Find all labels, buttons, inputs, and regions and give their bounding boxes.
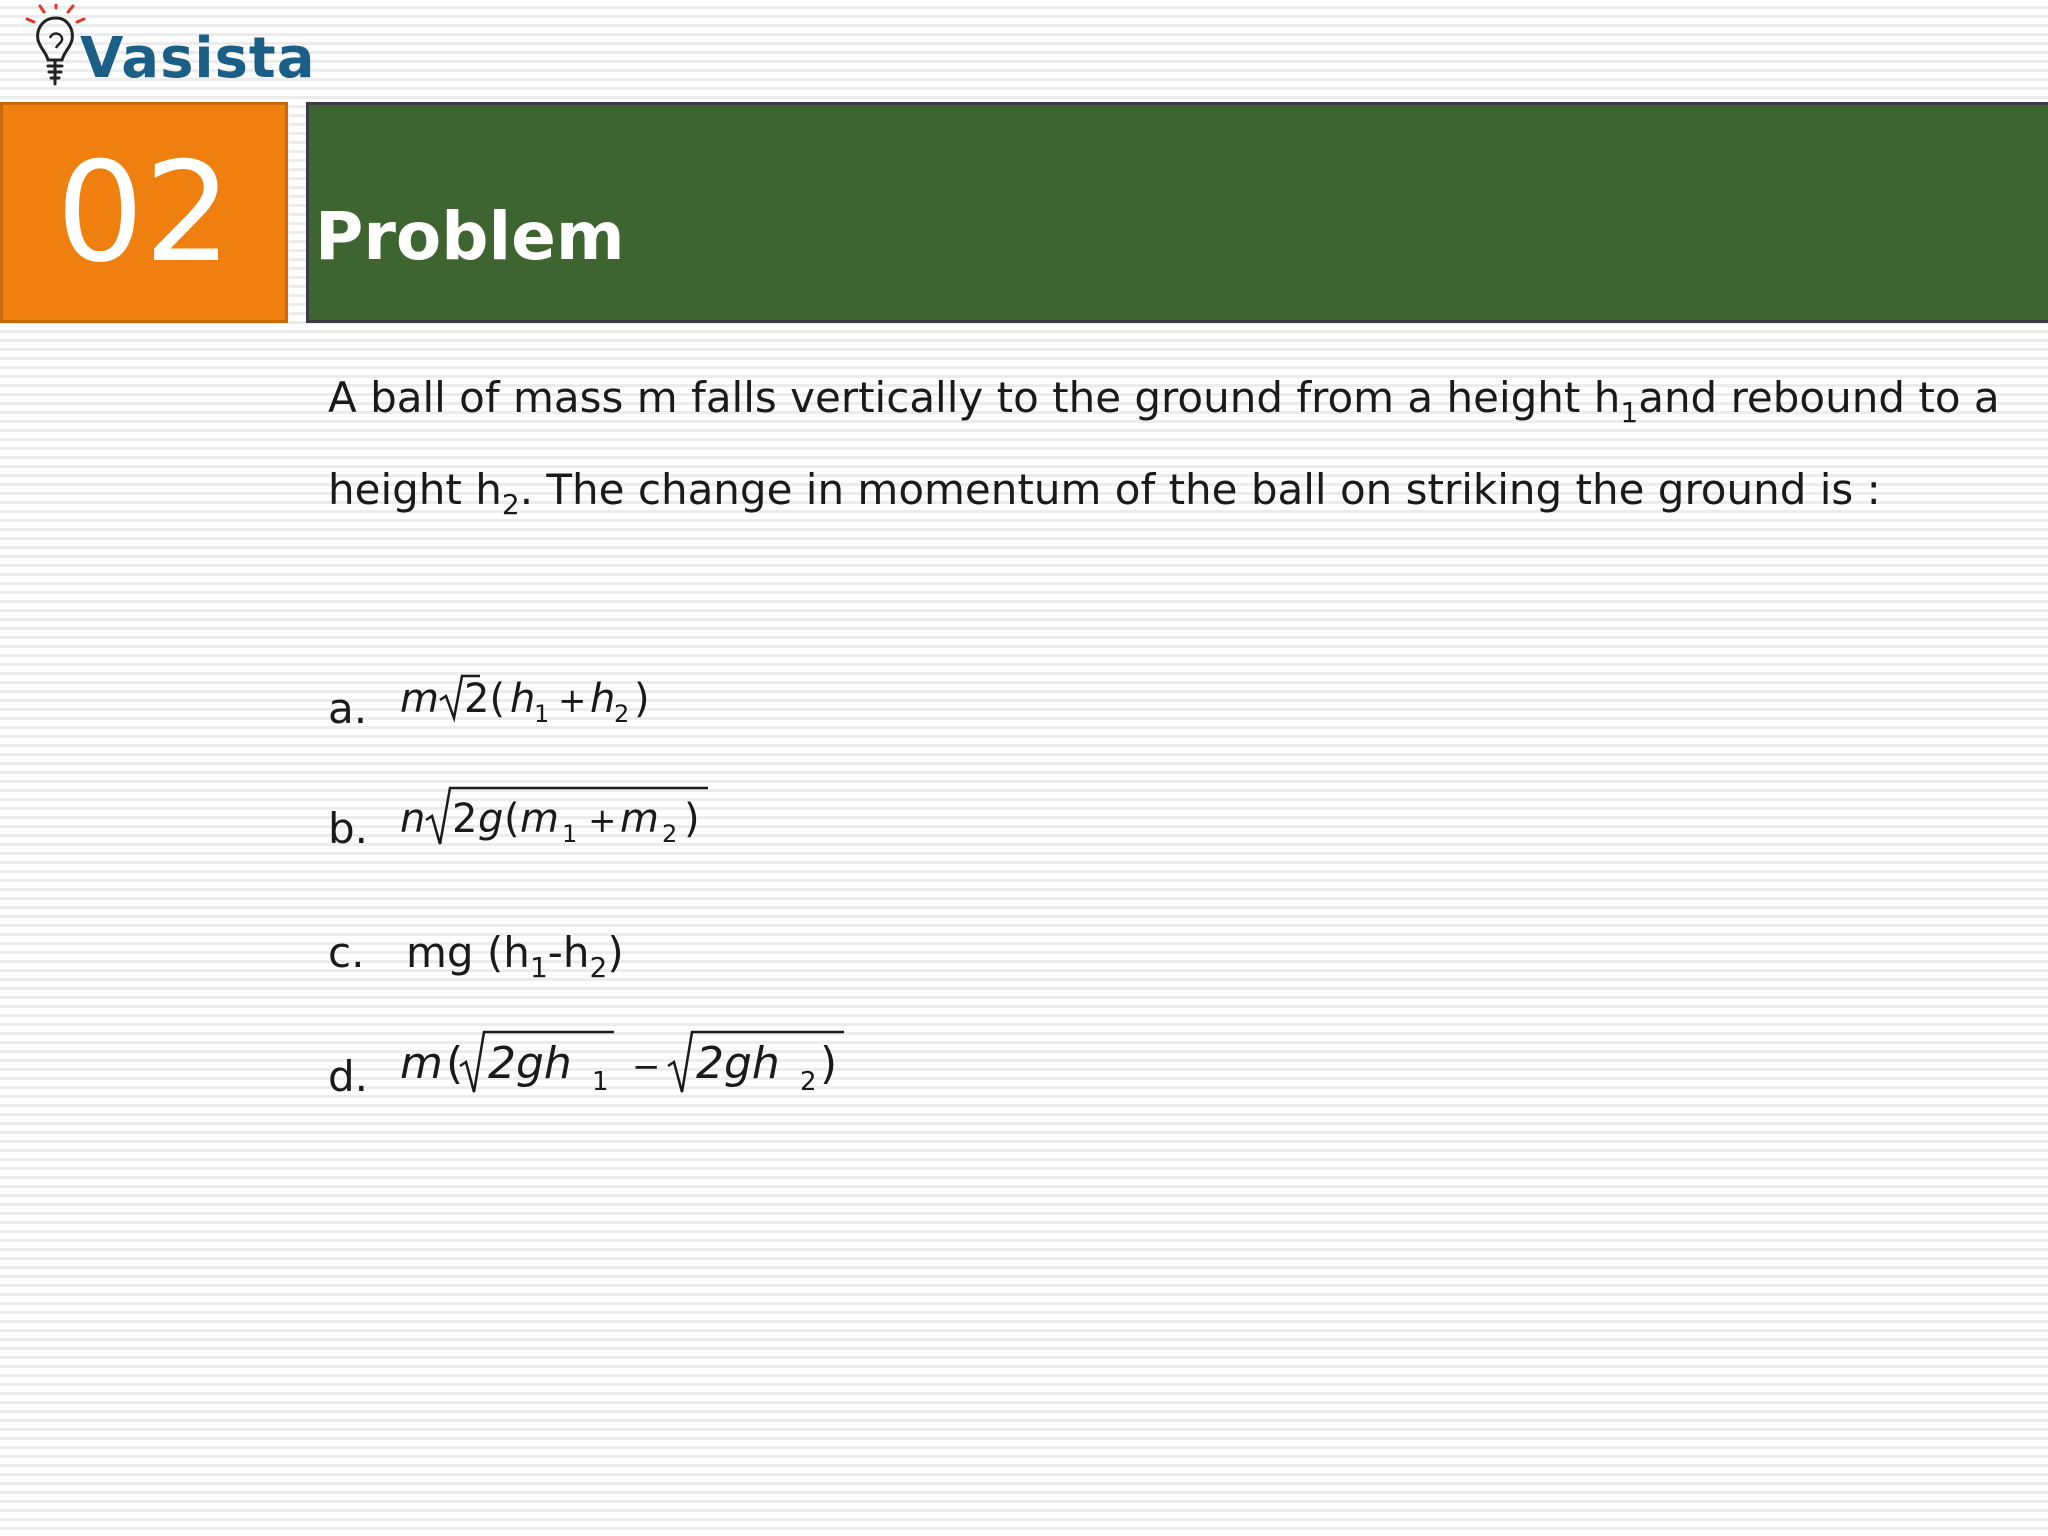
svg-text:m: m	[400, 1038, 443, 1089]
logo-wordmark: Vasista	[80, 26, 316, 91]
svg-text:2: 2	[614, 700, 630, 728]
option-formula	[400, 776, 740, 866]
problem-line-2	[328, 444, 2018, 536]
formula-b-graphic	[400, 776, 740, 866]
subscript: 2	[589, 951, 608, 984]
title-bar	[306, 102, 2048, 323]
subscript: 2	[501, 488, 520, 521]
subscript: 1	[529, 951, 548, 984]
svg-text:2: 2	[662, 820, 678, 848]
svg-text:1: 1	[534, 700, 550, 728]
option-formula	[400, 660, 700, 740]
svg-text:): )	[820, 1038, 838, 1089]
option-letter: b.	[328, 804, 369, 853]
svg-text:(: (	[504, 796, 520, 842]
vasista-logo	[22, 4, 316, 96]
svg-text:g: g	[478, 796, 504, 842]
formula-text: mg (h	[406, 928, 530, 977]
svg-text:1: 1	[592, 1067, 609, 1097]
formula-d-graphic	[400, 1018, 860, 1114]
slide-number: 02	[56, 132, 232, 293]
formula-a-graphic	[400, 660, 700, 740]
svg-text:2: 2	[800, 1067, 817, 1097]
subscript: 1	[1620, 396, 1639, 429]
svg-text:+: +	[558, 681, 587, 721]
svg-text:m: m	[400, 676, 439, 722]
formula-text: )	[607, 928, 624, 977]
problem-text: . The change in momentum of the ball on striking the ground is :	[519, 465, 1881, 514]
svg-text:2: 2	[452, 796, 478, 842]
svg-text:1: 1	[562, 820, 578, 848]
option-formula	[400, 1018, 860, 1114]
svg-text:+: +	[588, 801, 617, 841]
option-letter: c.	[328, 928, 365, 977]
slide-title: Problem	[315, 198, 625, 275]
svg-text:2gh: 2gh	[488, 1038, 572, 1089]
svg-text:n: n	[400, 796, 426, 842]
svg-text:(: (	[446, 1038, 464, 1089]
svg-text:2gh: 2gh	[696, 1038, 780, 1089]
svg-text:h: h	[510, 676, 536, 722]
problem-text: height h	[328, 465, 502, 514]
svg-text:): )	[684, 796, 700, 842]
option-letter: a.	[328, 684, 368, 733]
svg-text:m: m	[520, 796, 559, 842]
formula-text: -h	[547, 928, 590, 977]
svg-text:2(: 2(	[464, 676, 506, 722]
option-letter: d.	[328, 1052, 369, 1101]
svg-text:−: −	[632, 1047, 661, 1087]
slide-number-box	[0, 102, 288, 323]
problem-text: and rebound to a	[1638, 373, 2000, 422]
svg-text:): )	[634, 676, 650, 722]
problem-text: A ball of mass m falls vertically to the ground from a height h	[328, 373, 1621, 422]
svg-text:h: h	[590, 676, 616, 722]
option-formula	[406, 928, 624, 984]
problem-statement	[328, 352, 2018, 536]
problem-line-1	[328, 352, 2018, 444]
svg-text:m: m	[620, 796, 659, 842]
